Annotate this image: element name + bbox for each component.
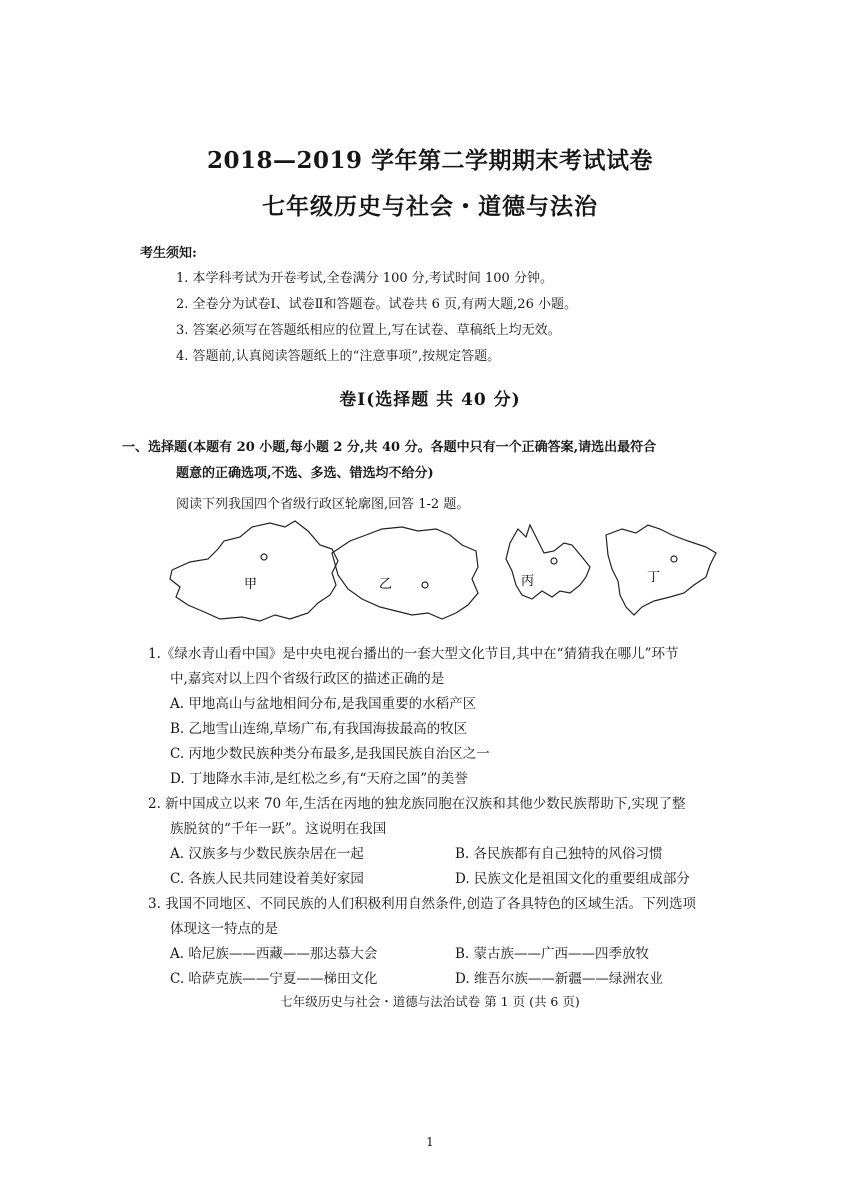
- map-dot-bing: [551, 558, 557, 564]
- question-1-option-c: C. 丙地少数民族种类分布最多,是我国民族自治区之一: [170, 746, 490, 762]
- map-label-jia: 甲: [244, 577, 258, 592]
- notice-item-3: 3. 答案必须写在答题纸相应的位置上,写在试卷、草稿纸上均无效。: [176, 323, 561, 338]
- question-3-option-b: B. 蒙古族——广西——四季放牧: [455, 946, 650, 962]
- province-outlines: [160, 515, 730, 635]
- question-3-option-c: C. 哈萨克族——宁夏——梯田文化: [170, 971, 378, 987]
- question-1-option-a: A. 甲地高山与盆地相间分布,是我国重要的水稻产区: [170, 696, 477, 712]
- question-2-option-b: B. 各民族都有自己独特的风俗习惯: [455, 846, 663, 862]
- map-outline-bing: [506, 525, 590, 599]
- province-maps: [160, 515, 730, 635]
- question-1-option-b: B. 乙地雪山连绵,草场广布,有我国海拔最高的牧区: [170, 721, 468, 737]
- question-2-option-a: A. 汉族多与少数民族杂居在一起: [170, 846, 364, 862]
- question-3-option-d: D. 维吾尔族——新疆——绿洲农业: [455, 971, 663, 987]
- question-3-stem-cont: 体现这一特点的是: [170, 921, 278, 937]
- map-dot-yi: [422, 582, 428, 588]
- notice-item-4: 4. 答题前,认真阅读答题纸上的“注意事项”,按规定答题。: [176, 349, 501, 364]
- notice-heading: 考生须知:: [140, 246, 197, 261]
- section-heading: 一、选择题(本题有 20 小题,每小题 2 分,共 40 分。各题中只有一个正确答案,请选出最符合: [122, 440, 657, 455]
- notice-item-2: 2. 全卷分为试卷Ⅰ、试卷Ⅱ和答题卷。试卷共 6 页,有两大题,26 小题。: [176, 297, 577, 312]
- map-label-bing: 丙: [521, 574, 535, 589]
- map-instruction: 阅读下列我国四个省级行政区轮廓图,回答 1-2 题。: [176, 497, 470, 512]
- map-label-ding: 丁: [647, 570, 661, 585]
- question-1-stem-cont: 中,嘉宾对以上四个省级行政区的描述正确的是: [170, 671, 445, 687]
- question-3-option-a: A. 哈尼族——西藏——那达慕大会: [170, 946, 378, 962]
- question-2-stem: 2. 新中国成立以来 70 年,生活在丙地的独龙族同胞在汉族和其他少数民族帮助下,实现了整: [148, 796, 686, 812]
- question-3-stem: 3. 我国不同地区、不同民族的人们积极利用自然条件,创造了各具特色的区域生活。下列选项: [148, 896, 696, 912]
- question-1-stem: 1.《绿水青山看中国》是中央电视台播出的一套大型文化节目,其中在“猜猜我在哪儿”环节: [148, 646, 679, 662]
- question-2-option-d: D. 民族文化是祖国文化的重要组成部分: [455, 871, 690, 887]
- volume-heading: 卷Ⅰ(选择题 共 40 分): [339, 390, 521, 410]
- page-number: 1: [426, 1135, 434, 1149]
- map-label-yi: 乙: [379, 577, 393, 592]
- question-2-option-c: C. 各族人民共同建设着美好家园: [170, 871, 364, 887]
- map-outline-yi: [332, 527, 478, 619]
- exam-subtitle: 七年级历史与社会・道德与法治: [262, 193, 598, 220]
- map-outline-jia: [170, 521, 338, 621]
- map-outline-ding: [606, 525, 716, 615]
- question-1-option-d: D. 丁地降水丰沛,是红松之乡,有“天府之国”的美誉: [170, 771, 468, 787]
- map-dot-ding: [671, 556, 677, 562]
- page-footer: 七年级历史与社会・道德与法治试卷 第 1 页 (共 6 页): [280, 994, 580, 1009]
- section-heading-cont: 题意的正确选项,不选、多选、错选均不给分): [176, 466, 434, 481]
- map-dot-jia: [261, 554, 267, 560]
- notice-item-1: 1. 本学科考试为开卷考试,全卷满分 100 分,考试时间 100 分钟。: [176, 271, 553, 286]
- exam-title: 2018—2019 学年第二学期期末考试试卷: [206, 147, 654, 174]
- question-2-stem-cont: 族脱贫的“千年一跃”。这说明在我国: [170, 821, 387, 837]
